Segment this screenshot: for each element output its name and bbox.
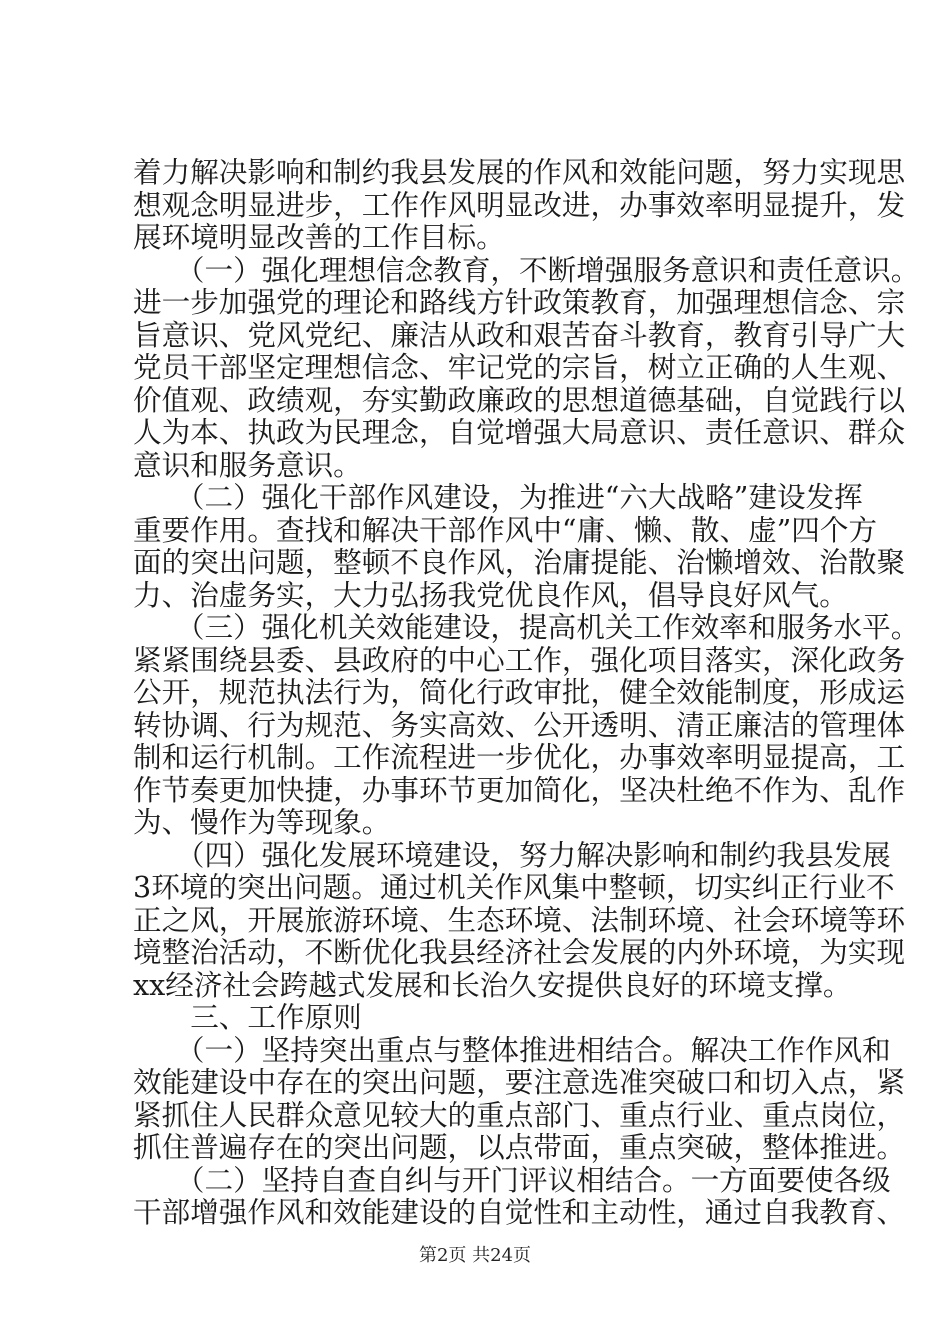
text-line: 想观念明显进步，工作作风明显改进，办事效率明显提升，发 xyxy=(133,187,906,222)
text-line: 3环境的突出问题。通过机关作风集中整顿，切实纠正行业不 xyxy=(133,870,895,904)
text-line: 重要作用。查找和解决干部作风中“庸、懒、散、虚”四个方 xyxy=(133,512,878,547)
text-line: （四）强化发展环境建设，努力解决影响和制约我县发展 xyxy=(133,837,891,872)
text-line: 意识和服务意识。 xyxy=(133,447,362,482)
text-line: （二）强化干部作风建设，为推进“六大战略”建设发挥 xyxy=(133,480,863,514)
text-line: （一）坚持突出重点与整体推进相结合。解决工作作风和 xyxy=(133,1032,891,1067)
text-line: 正之风，开展旅游环境、生态环境、法制环境、社会环境等环 xyxy=(133,902,906,937)
text-line: 抓住普遍存在的突出问题，以点带面，重点突破，整体推进。 xyxy=(133,1130,906,1164)
page-number-footer: 第2页 共24页 xyxy=(418,1245,532,1266)
text-line: 人为本、执政为民理念，自觉增强大局意识、责任意识、群众 xyxy=(133,415,906,449)
text-line: 效能建设中存在的突出问题，要注意选准突破口和切入点，紧 xyxy=(133,1065,906,1099)
document-body xyxy=(133,155,920,1229)
text-line: 境整治活动，不断优化我县经济社会发展的内外环境，为实现 xyxy=(133,935,906,969)
text-line: 公开，规范执法行为，简化行政审批，健全效能制度，形成运 xyxy=(133,675,906,709)
text-line: 价值观、政绩观，夯实勤政廉政的思想道德基础，自觉践行以 xyxy=(133,382,906,417)
text-line: 为、慢作为等现象。 xyxy=(133,805,391,839)
text-line: 作节奏更加快捷，办事环节更加简化，坚决杜绝不作为、乱作 xyxy=(133,772,906,807)
text-line: （二）坚持自查自纠与开门评议相结合。一方面要使各级 xyxy=(133,1162,891,1197)
text-line: 着力解决影响和制约我县发展的作风和效能问题，努力实现思 xyxy=(133,155,906,189)
text-line: 紧紧围绕县委、县政府的中心工作，强化项目落实，深化政务 xyxy=(133,642,906,677)
text-line: 旨意识、党风党纪、廉洁从政和艰苦奋斗教育，教育引导广大 xyxy=(133,317,906,352)
section-heading: 三、工作原则 xyxy=(133,1000,362,1034)
text-line: （一）强化理想信念教育，不断增强服务意识和责任意识。 xyxy=(133,252,920,287)
text-line: xx经济社会跨越式发展和长治久安提供良好的环境支撑。 xyxy=(133,967,852,1002)
text-line: 干部增强作风和效能建设的自觉性和主动性，通过自我教育、 xyxy=(133,1195,906,1229)
text-line: 紧抓住人民群众意见较大的重点部门、重点行业、重点岗位， xyxy=(133,1097,906,1132)
text-line: 力、治虚务实，大力弘扬我党优良作风，倡导良好风气。 xyxy=(133,577,848,612)
text-line: （三）强化机关效能建设，提高机关工作效率和服务水平。 xyxy=(133,610,920,644)
text-line: 展环境明显改善的工作目标。 xyxy=(133,220,505,254)
text-line: 制和运行机制。工作流程进一步优化，办事效率明显提高，工 xyxy=(133,740,906,774)
text-line: 面的突出问题，整顿不良作风，治庸提能、治懒增效、治散聚 xyxy=(133,545,906,579)
text-line: 进一步加强党的理论和路线方针政策教育，加强理想信念、宗 xyxy=(133,285,906,319)
text-line: 转协调、行为规范、务实高效、公开透明、清正廉洁的管理体 xyxy=(133,707,906,742)
text-line: 党员干部坚定理想信念、牢记党的宗旨，树立正确的人生观、 xyxy=(133,350,906,384)
